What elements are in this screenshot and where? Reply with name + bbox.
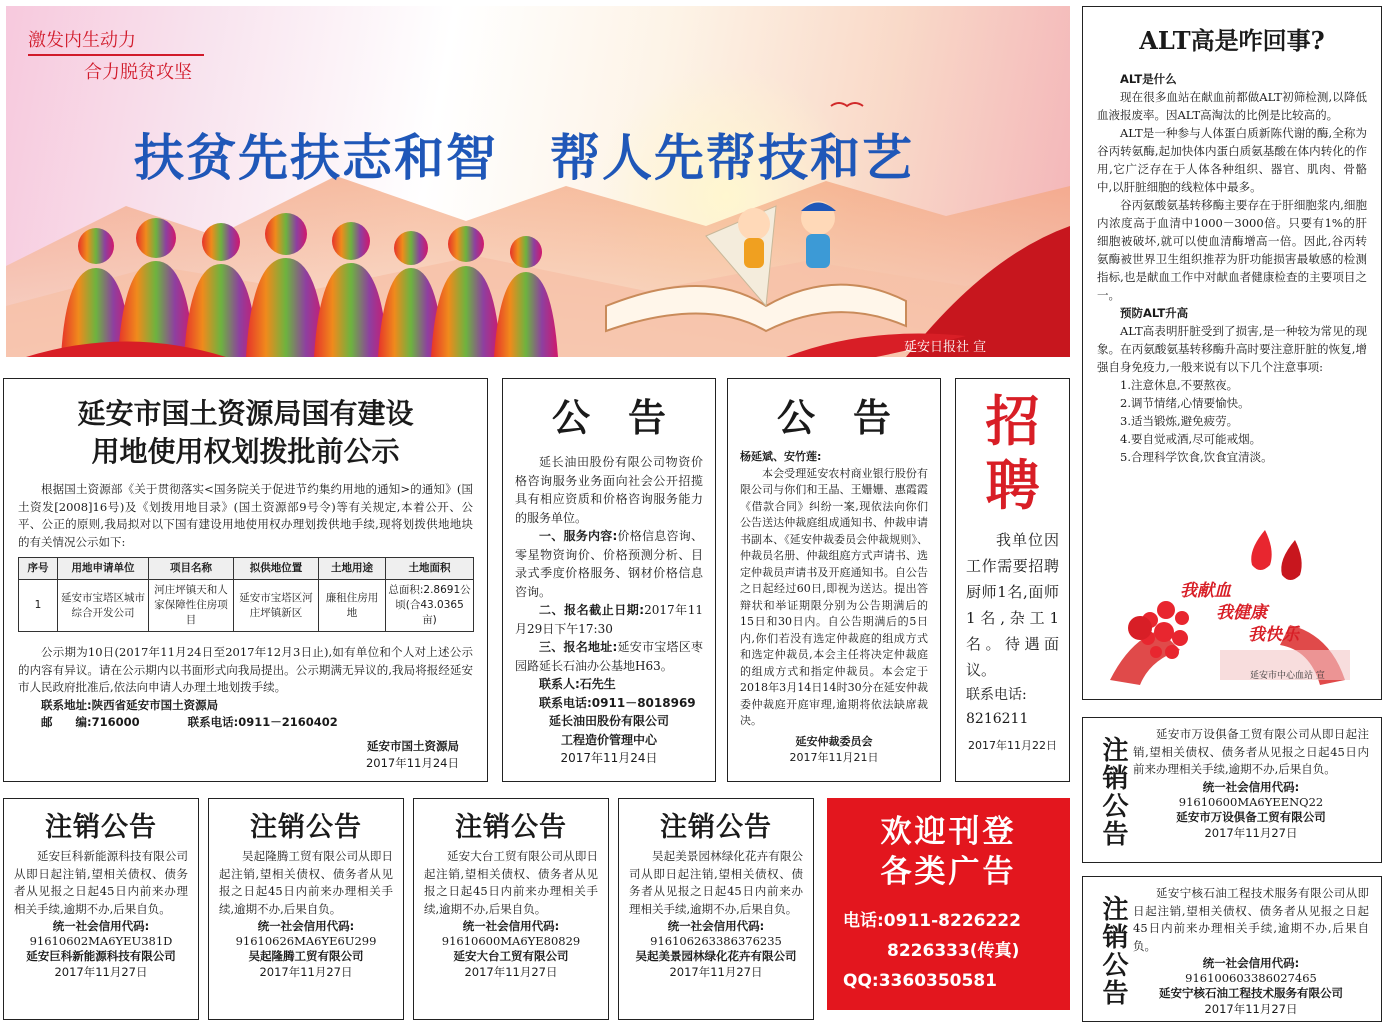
side-cancel-title: 注销公告 (1098, 895, 1128, 1007)
side-cancellation-notice (1082, 876, 1382, 1022)
alt-tip: 3.适当锻炼,避免疲劳。 (1120, 414, 1239, 428)
cancel-notice-signature: 吴起美景园林绿化花卉有限公司 (635, 949, 797, 963)
land-notice-table (18, 557, 474, 632)
cancel-notice-body: 延安宁核石油工程技术服务有限公司从即日起注销,望相关债权、债务者从见报之日起45日内前来办理相关手续,逾期不办,后果自负。 (1133, 886, 1369, 953)
ad-line-1: 欢迎刊登 (880, 814, 1017, 850)
credit-code: 916106263386376235 (650, 934, 782, 948)
cancellation-notice (413, 798, 609, 1020)
arbitration-notice (727, 378, 941, 782)
oil-contact: 联系人:石先生 (539, 677, 616, 691)
oil-deadline-label: 二、报名截止日期: (539, 603, 645, 617)
oil-date: 2017年11月24日 (560, 751, 658, 765)
table-header: 土地用途 (319, 558, 386, 580)
alt-tip: 2.调节情绪,心情要愉快。 (1120, 396, 1250, 410)
ad-qq: QQ:3360350581 (843, 971, 997, 991)
land-notice-title-2: 用地使用权划拨批前公示 (91, 435, 400, 468)
slogan-line-2: 合力脱贫攻坚 (84, 62, 192, 83)
alt-heading-2: 预防ALT升高 (1120, 306, 1189, 320)
arbitration-signature: 延安仲裁委员会 (795, 734, 873, 748)
oil-service-label: 一、服务内容: (539, 529, 618, 543)
oil-signature-2: 工程造价管理中心 (560, 732, 657, 747)
land-notice-title-1: 延安市国土资源局国有建设 (77, 397, 414, 430)
cancellation-notice (208, 798, 404, 1020)
credit-code-label: 统一社会信用代码: (257, 919, 355, 933)
cancel-notice-body: 吴起隆腾工贸有限公司从即日起注销,望相关债权、债务者从见报之日起45日内前来办理相关手续,逾期不办,后果自负。 (219, 849, 393, 916)
cancel-notice-body: 延安巨科新能源科技有限公司从即日起注销,望相关债权、债务者从见报之日起45日内前来办理相关手续,逾期不办,后果自负。 (14, 849, 188, 916)
table-cell: 1 (19, 580, 58, 632)
oil-service-text: 价格信息咨询、零星物资询价、价格预测分析、目录式季度价格服务、钢材价格信息咨询。 (515, 529, 703, 599)
oil-company-notice (502, 378, 716, 782)
cancel-notice-date: 2017年11月27日 (669, 965, 763, 979)
alt-tip: 5.合理科学饮食,饮食宜清淡。 (1120, 450, 1273, 464)
recruit-body: 我单位因工作需要招聘厨师1名,面师1名,杂工1名。待遇面议。 (966, 531, 1059, 679)
table-header: 序号 (19, 558, 58, 580)
cancel-notice-body: 延安市万设俱备工贸有限公司从即日起注销,望相关债权、债务者从见报之日起45日内前来办理相关手续,逾期不办,后果自负。 (1133, 727, 1369, 776)
cancel-notice-signature: 延安大台工贸有限公司 (453, 949, 569, 963)
banner-credit: 延安日报社 宣 (904, 340, 987, 355)
blood-donation-poster (1090, 520, 1376, 690)
recruit-title-2: 聘 (985, 453, 1040, 517)
arbitration-notice-title: 公 告 (776, 395, 891, 440)
recruit-date: 2017年11月22日 (968, 739, 1057, 752)
credit-code-label: 统一社会信用代码: (52, 919, 150, 933)
recruit-phone: 8216211 (966, 711, 1029, 727)
alt-tip: 4.要自觉戒酒,尽可能戒烟。 (1120, 432, 1262, 446)
cancel-notice-title: 注销公告 (45, 812, 157, 843)
table-header: 项目名称 (149, 558, 234, 580)
table-header-row (19, 558, 474, 580)
cancel-notice-date: 2017年11月27日 (259, 965, 353, 979)
poster-line-2: 我健康 (1216, 603, 1267, 623)
cancel-notice-date: 2017年11月27日 (1204, 1002, 1298, 1016)
cancel-notice-title: 注销公告 (660, 812, 772, 843)
ad-phone-2: 8226333(传真) (887, 941, 1020, 961)
blood-type-badge: AB (1098, 620, 1115, 631)
credit-code: 916100603386027465 (1185, 971, 1317, 985)
cancel-notice-body: 延安大台工贸有限公司从即日起注销,望相关债权、债务者从见报之日起45日内前来办理相关手续,逾期不办,后果自负。 (424, 849, 598, 916)
recruit-phone-label: 联系电话: (966, 687, 1027, 703)
recruit-title-1: 招 (985, 389, 1040, 453)
table-row (19, 580, 474, 632)
alt-tip: 1.注意休息,不要熬夜。 (1120, 378, 1239, 392)
advertising-box (827, 798, 1070, 1010)
poster-line-3: 我快乐 (1248, 625, 1299, 645)
table-header: 土地面积 (386, 558, 474, 580)
land-notice-period: 公示期为10日(2017年11月24日至2017年12月3日止),如有单位和个人对上述公示的内容有异议。请在公示期内以书面形式向我局提出。公示期满无异议的,我局将报经延安市人民政府批准后,依法向申请人办理土地划拨手续。 (18, 645, 473, 694)
banner-headline: 扶贫先扶志和智 帮人先帮技和艺 (134, 129, 914, 187)
cancellation-notice (3, 798, 199, 1020)
oil-notice-intro: 延长油田股份有限公司物资价格咨询服务业务面向社会公开招揽具有相应资质和价格咨询服务能力的服务单位。 (515, 455, 703, 525)
cancel-notice-date: 2017年11月27日 (1204, 825, 1298, 840)
land-notice-address: 联系地址:陕西省延安市国土资源局 (41, 697, 219, 712)
poster-credit: 延安市中心血站 宣 (1250, 671, 1325, 681)
table-cell: 河庄坪镇天和人家保障性住房项目 (149, 580, 234, 632)
land-notice-postcode: 邮 编:716000 (41, 715, 140, 729)
side-cancellation-notice (1082, 717, 1382, 863)
land-use-notice (3, 378, 488, 782)
poverty-banner (6, 6, 1070, 357)
credit-code: 91610600MA6YE80829 (441, 934, 581, 948)
cancel-notice-body: 吴起美景园林绿化花卉有限公司从即日起注销,望相关债权、债务者从见报之日起45日内前来办理相关手续,逾期不办,后果自负。 (629, 849, 803, 916)
land-notice-contact-line (18, 714, 473, 732)
land-notice-phone: 联系电话:0911－2160402 (187, 715, 338, 729)
oil-signature-1: 延长油田股份有限公司 (548, 714, 669, 728)
alt-title: ALT高是咋回事? (1139, 26, 1325, 55)
cancel-notice-signature: 延安宁核石油工程技术服务有限公司 (1159, 986, 1343, 1000)
cancellation-notice (618, 798, 814, 1020)
alt-heading-1: ALT是什么 (1120, 72, 1177, 86)
credit-code-label: 统一社会信用代码: (1202, 956, 1300, 970)
slogan-divider (28, 54, 204, 56)
land-notice-intro: 根据国土资源部《关于贯彻落实<国务院关于促进节约集约用地的通知>的通知》(国土资发[2008]16号)及《划拨用地目录》(国土资源部9号令)等有关规定,本着公开、公平、公正的原则,我局拟对以下国有建设用地使用权办理划拨供地手续,现将划拨供地地块的有关情况公示如下: (18, 482, 473, 549)
credit-code: 91610602MA6YEU381D (29, 934, 173, 948)
table-cell: 延安市宝塔区城市综合开发公司 (58, 580, 149, 632)
cancel-notice-date: 2017年11月27日 (54, 965, 148, 979)
cancel-notice-signature: 延安巨科新能源科技有限公司 (26, 949, 176, 963)
credit-code: 91610626MA6YE6U299 (235, 934, 377, 948)
credit-code: 91610600MA6YEENQ22 (1178, 794, 1324, 809)
alt-paragraph: ALT高表明肝脏受到了损害,是一种较为常见的现象。在丙氨酸氨基转移酶升高时要注意肝脏的恢复,增强自身免疫力,一般来说有以下几个注意事项: (1097, 324, 1367, 374)
cancel-notice-signature: 延安市万设俱备工贸有限公司 (1176, 809, 1326, 824)
ad-phone-1: 电话:0911-8226222 (843, 911, 1021, 931)
credit-code-label: 统一社会信用代码: (1202, 779, 1300, 794)
table-header: 拟供地位置 (234, 558, 319, 580)
credit-code-label: 统一社会信用代码: (462, 919, 560, 933)
oil-address-label: 三、报名地址: (539, 640, 618, 654)
table-header: 用地申请单位 (58, 558, 149, 580)
cancel-notice-signature: 吴起隆腾工贸有限公司 (248, 949, 364, 963)
land-notice-date: 2017年11月24日 (365, 756, 459, 770)
slogan-line-1: 激发内生动力 (28, 30, 136, 51)
cancel-notice-title: 注销公告 (250, 812, 362, 843)
alt-paragraph: 现在很多血站在献血前都做ALT初筛检测,以降低血液报废率。因ALT高淘汰的比例是比较高的。 (1097, 90, 1367, 122)
poster-line-1: 我献血 (1180, 581, 1231, 601)
credit-code-label: 统一社会信用代码: (667, 919, 765, 933)
oil-deadline-text: 2017年11月29日下午17:30 (515, 603, 703, 636)
arbitration-date: 2017年11月21日 (789, 751, 879, 764)
table-cell: 延安市宝塔区河庄坪镇新区 (234, 580, 319, 632)
table-cell: 廉租住房用地 (319, 580, 386, 632)
recruitment-notice (955, 378, 1070, 782)
land-notice-signature: 延安市国土资源局 (367, 738, 459, 753)
alt-paragraph: 谷丙氨酸氨基转移酶主要存在于肝细胞浆内,细胞内浓度高于血清中1000－3000倍。只要有1%的肝细胞被破坏,就可以使血清酶增高一倍。因此,谷丙转氨酶被世界卫生组织推荐为肝功能损害最敏感的检测指标,也是献血工作中对献血者健康检查的主要项目之一。 (1097, 198, 1367, 302)
oil-phone: 联系电话:0911－8018969 (539, 695, 696, 710)
table-cell: 总面积:2.8691公顷(合43.0365亩) (386, 580, 474, 632)
cancel-notice-date: 2017年11月27日 (464, 965, 558, 979)
oil-notice-title: 公 告 (551, 395, 666, 440)
ad-line-2: 各类广告 (880, 854, 1017, 890)
arbitration-body: 本会受理延安农村商业银行股份有限公司与你们和王晶、王姗姗、惠霞霞《借款合同》纠纷一案,现依法向你们公告送达仲裁庭组成通知书、仲裁申请书副本、《延安仲裁委员会仲裁规则》、仲裁员名册、仲裁组庭方式声请书、选定仲裁员声请书及开庭通知书。自公告之日起经过60日,即视为送达。提出答辩状和举证期限分别为公告期满后的15日和30日内。自公告期满后的5日内,你们若没有选定仲裁庭的组成方式和选定仲裁员,本会主任将决定仲裁庭的组成方式和指定仲裁员。本会定于2018年3月14日14时30分在延安仲裁委仲裁庭开庭审理,逾期将依法缺席裁决。 (740, 466, 928, 727)
cancel-notice-title: 注销公告 (455, 812, 567, 843)
side-cancel-title: 注销公告 (1098, 736, 1128, 848)
alt-paragraph: ALT是一种参与人体蛋白质新陈代谢的酶,全称为谷丙转氨酶,起加快体内蛋白质氨基酸在体内转化的作用,它广泛存在于人体各种组织、器官、肌肉、骨骼中,以肝脏细胞的线粒体中最多。 (1097, 126, 1367, 194)
oil-address-text: 延安市宝塔区枣园路延长石油办公基地H63。 (515, 640, 703, 673)
arbitration-addressee: 杨延斌、安竹莲: (740, 450, 822, 463)
